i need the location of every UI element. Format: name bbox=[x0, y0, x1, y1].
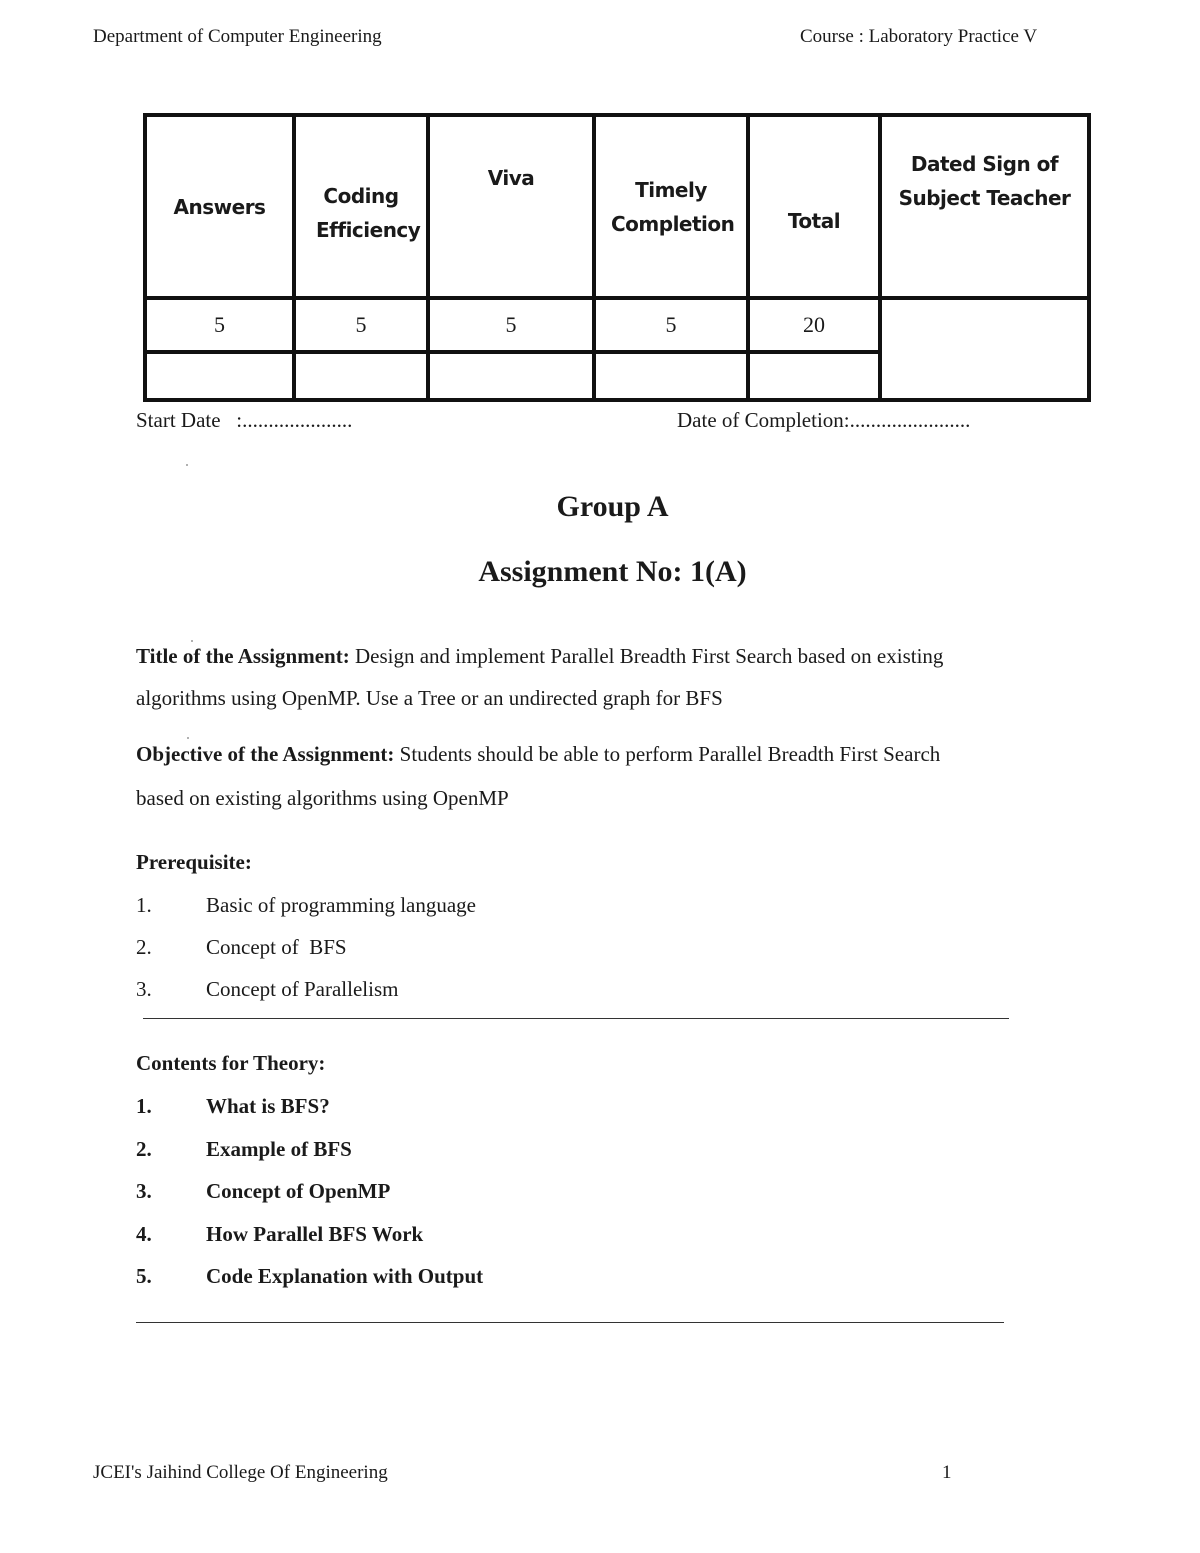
max-total: 20 bbox=[748, 298, 880, 352]
header-coding-efficiency bbox=[294, 115, 428, 298]
theory-item-text: How Parallel BFS Work bbox=[206, 1222, 424, 1246]
marks-header-row bbox=[145, 115, 1089, 298]
max-timely-completion: 5 bbox=[594, 298, 748, 352]
prerequisite-item-num: 1. bbox=[136, 893, 152, 917]
section-divider bbox=[143, 1018, 1009, 1019]
footer-college: JCEI's Jaihind College Of Engineering bbox=[93, 1462, 388, 1483]
stray-dot bbox=[191, 640, 193, 642]
theory-item-num: 4. bbox=[136, 1222, 152, 1246]
sign-cell[interactable] bbox=[880, 298, 1089, 400]
obtained-total[interactable] bbox=[748, 352, 880, 400]
theory-item-text: Code Explanation with Output bbox=[206, 1264, 484, 1288]
prerequisite-item-text: Concept of BFS bbox=[206, 935, 347, 959]
section-divider bbox=[136, 1322, 1004, 1323]
max-viva: 5 bbox=[428, 298, 594, 352]
obtained-coding-efficiency[interactable] bbox=[294, 352, 428, 400]
objective-line1 bbox=[136, 742, 1056, 767]
start-date: Start Date :..................... bbox=[136, 408, 353, 432]
group-title: Group A bbox=[556, 490, 669, 523]
objective-text: Students should be able to perform Parallel Breadth First Search bbox=[394, 742, 941, 766]
assignment-title-line2: algorithms using OpenMP. Use a Tree or an undirected graph for BFS bbox=[136, 686, 723, 710]
theory-heading: Contents for Theory: bbox=[136, 1051, 326, 1075]
obtained-answers[interactable] bbox=[145, 352, 294, 400]
theory-item-num: 5. bbox=[136, 1264, 152, 1288]
completion-date: Date of Completion:....................... bbox=[677, 408, 971, 432]
theory-item-num: 3. bbox=[136, 1179, 152, 1203]
theory-item bbox=[136, 1137, 352, 1162]
theory-item-num: 1. bbox=[136, 1094, 152, 1118]
header-viva: Viva bbox=[428, 115, 594, 298]
prerequisite-item-num: 2. bbox=[136, 935, 152, 959]
prerequisite-item-text: Concept of Parallelism bbox=[206, 977, 399, 1001]
assignment-title-line1 bbox=[136, 644, 1056, 669]
theory-item bbox=[136, 1179, 390, 1204]
header-timely-completion-text: Timely Completion bbox=[611, 177, 735, 236]
theory-item bbox=[136, 1264, 483, 1289]
obtained-viva[interactable] bbox=[428, 352, 594, 400]
header-dated-sign-text: Dated Sign of Subject Teacher bbox=[898, 152, 1071, 210]
objective-line2: based on existing algorithms using OpenMP bbox=[136, 786, 509, 810]
prerequisite-item-num: 3. bbox=[136, 977, 152, 1001]
theory-item-num: 2. bbox=[136, 1137, 152, 1161]
header-answers: Answers bbox=[145, 115, 294, 298]
theory-item-text: What is BFS? bbox=[206, 1094, 330, 1118]
assignment-number: Assignment No: 1(A) bbox=[478, 555, 747, 588]
marks-table bbox=[143, 113, 1091, 402]
prerequisite-item bbox=[136, 935, 347, 960]
header-total: Total bbox=[748, 115, 880, 298]
theory-item bbox=[136, 1222, 423, 1247]
header-timely-completion bbox=[594, 115, 748, 298]
header-course: Course : Laboratory Practice V bbox=[800, 26, 1038, 47]
stray-dot bbox=[187, 737, 189, 739]
assignment-title-text: Design and implement Parallel Breadth First Search based on existing bbox=[349, 644, 944, 668]
footer-page-number: 1 bbox=[942, 1462, 952, 1483]
theory-item-text: Concept of OpenMP bbox=[206, 1179, 391, 1203]
theory-item-text: Example of BFS bbox=[206, 1137, 352, 1161]
assignment-title-label: Title of the Assignment: bbox=[136, 644, 350, 668]
header-department: Department of Computer Engineering bbox=[93, 26, 382, 47]
header-dated-sign bbox=[880, 115, 1089, 298]
prerequisite-heading: Prerequisite: bbox=[136, 850, 252, 874]
prerequisite-item bbox=[136, 893, 476, 918]
prerequisite-item-text: Basic of programming language bbox=[206, 893, 477, 917]
stray-dot bbox=[186, 464, 188, 466]
prerequisite-item bbox=[136, 977, 398, 1002]
theory-item bbox=[136, 1094, 330, 1119]
objective-label: Objective of the Assignment: bbox=[136, 742, 395, 766]
max-answers: 5 bbox=[145, 298, 294, 352]
max-coding-efficiency: 5 bbox=[294, 298, 428, 352]
header-coding-efficiency-text: Coding Efficiency bbox=[316, 184, 421, 242]
obtained-timely-completion[interactable] bbox=[594, 352, 748, 400]
marks-max-row bbox=[145, 298, 1089, 352]
